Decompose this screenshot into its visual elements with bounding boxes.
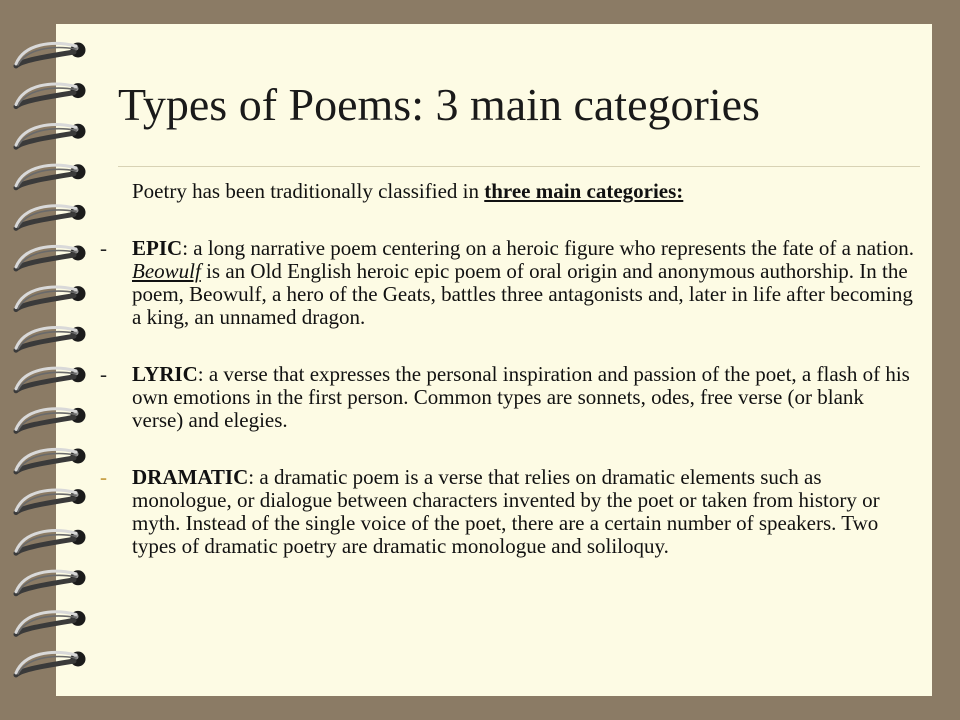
bullet-dash: - [100,362,107,386]
spiral-ring-icon [16,611,86,635]
dramatic-text: a dramatic poem is a verse that relies on dramatic elements such as monologue, or dialogue between characters invented by the poet or taken from history or myth. Instead of the single voice of the poet, there are a certain number of speakers. Two types of dramatic poetry are dramatic monologue and soliloquy. [132,465,880,558]
spiral-ring-icon [16,164,86,188]
epic-text-before: a long narrative poem centering on a heroic figure who represents the fate of a nation. [193,236,914,260]
spiral-ring-icon [16,489,86,512]
spiral-ring-icon [16,449,86,473]
term-lyric: LYRIC [132,362,198,386]
spiral-ring-icon [16,43,86,67]
term-separator: : [248,465,260,489]
term-epic: EPIC [132,236,183,260]
term-separator: : [182,236,194,260]
list-item-dramatic [98,466,918,558]
bullet-dash: - [100,465,107,489]
spiral-ring-icon [16,83,86,107]
spiral-ring-icon [16,652,86,676]
lyric-text: a verse that expresses the personal inspiration and passion of the poet, a flash of his own emotions in the first person. Common types are sonnets, odes, free verse (or blank verse) and elegies. [132,362,910,432]
list-item-lyric [98,363,918,432]
spiral-binding [0,0,110,720]
bullet-dash: - [100,236,107,260]
intro-emphasis: three main categories: [484,179,684,203]
term-dramatic: DRAMATIC [132,465,249,489]
spiral-ring-icon [16,530,86,554]
spiral-ring-icon [16,408,86,432]
slide-title: Types of Poems: 3 main categories [118,79,760,130]
spiral-ring-icon [16,367,86,391]
spiral-ring-icon [16,124,86,148]
spiral-ring-icon [16,286,86,310]
term-separator: : [197,362,209,386]
intro-text: Poetry has been traditionally classified in [132,179,485,203]
title-divider [118,166,920,167]
list-item-epic [98,237,918,329]
work-title-beowulf: Beowulf [132,259,201,283]
spiral-ring-icon [16,570,86,594]
spiral-ring-icon [16,327,86,351]
epic-text-after: is an Old English heroic epic poem of oral origin and anonymous authorship. In the poem, Beowulf, a hero of the Geats, battles three antagonists and, later in life after becoming a king, an unnamed dragon. [132,259,913,329]
spiral-ring-icon [16,246,86,270]
spiral-ring-icon [16,205,86,229]
slide-body [98,180,918,558]
intro-paragraph [132,180,918,203]
